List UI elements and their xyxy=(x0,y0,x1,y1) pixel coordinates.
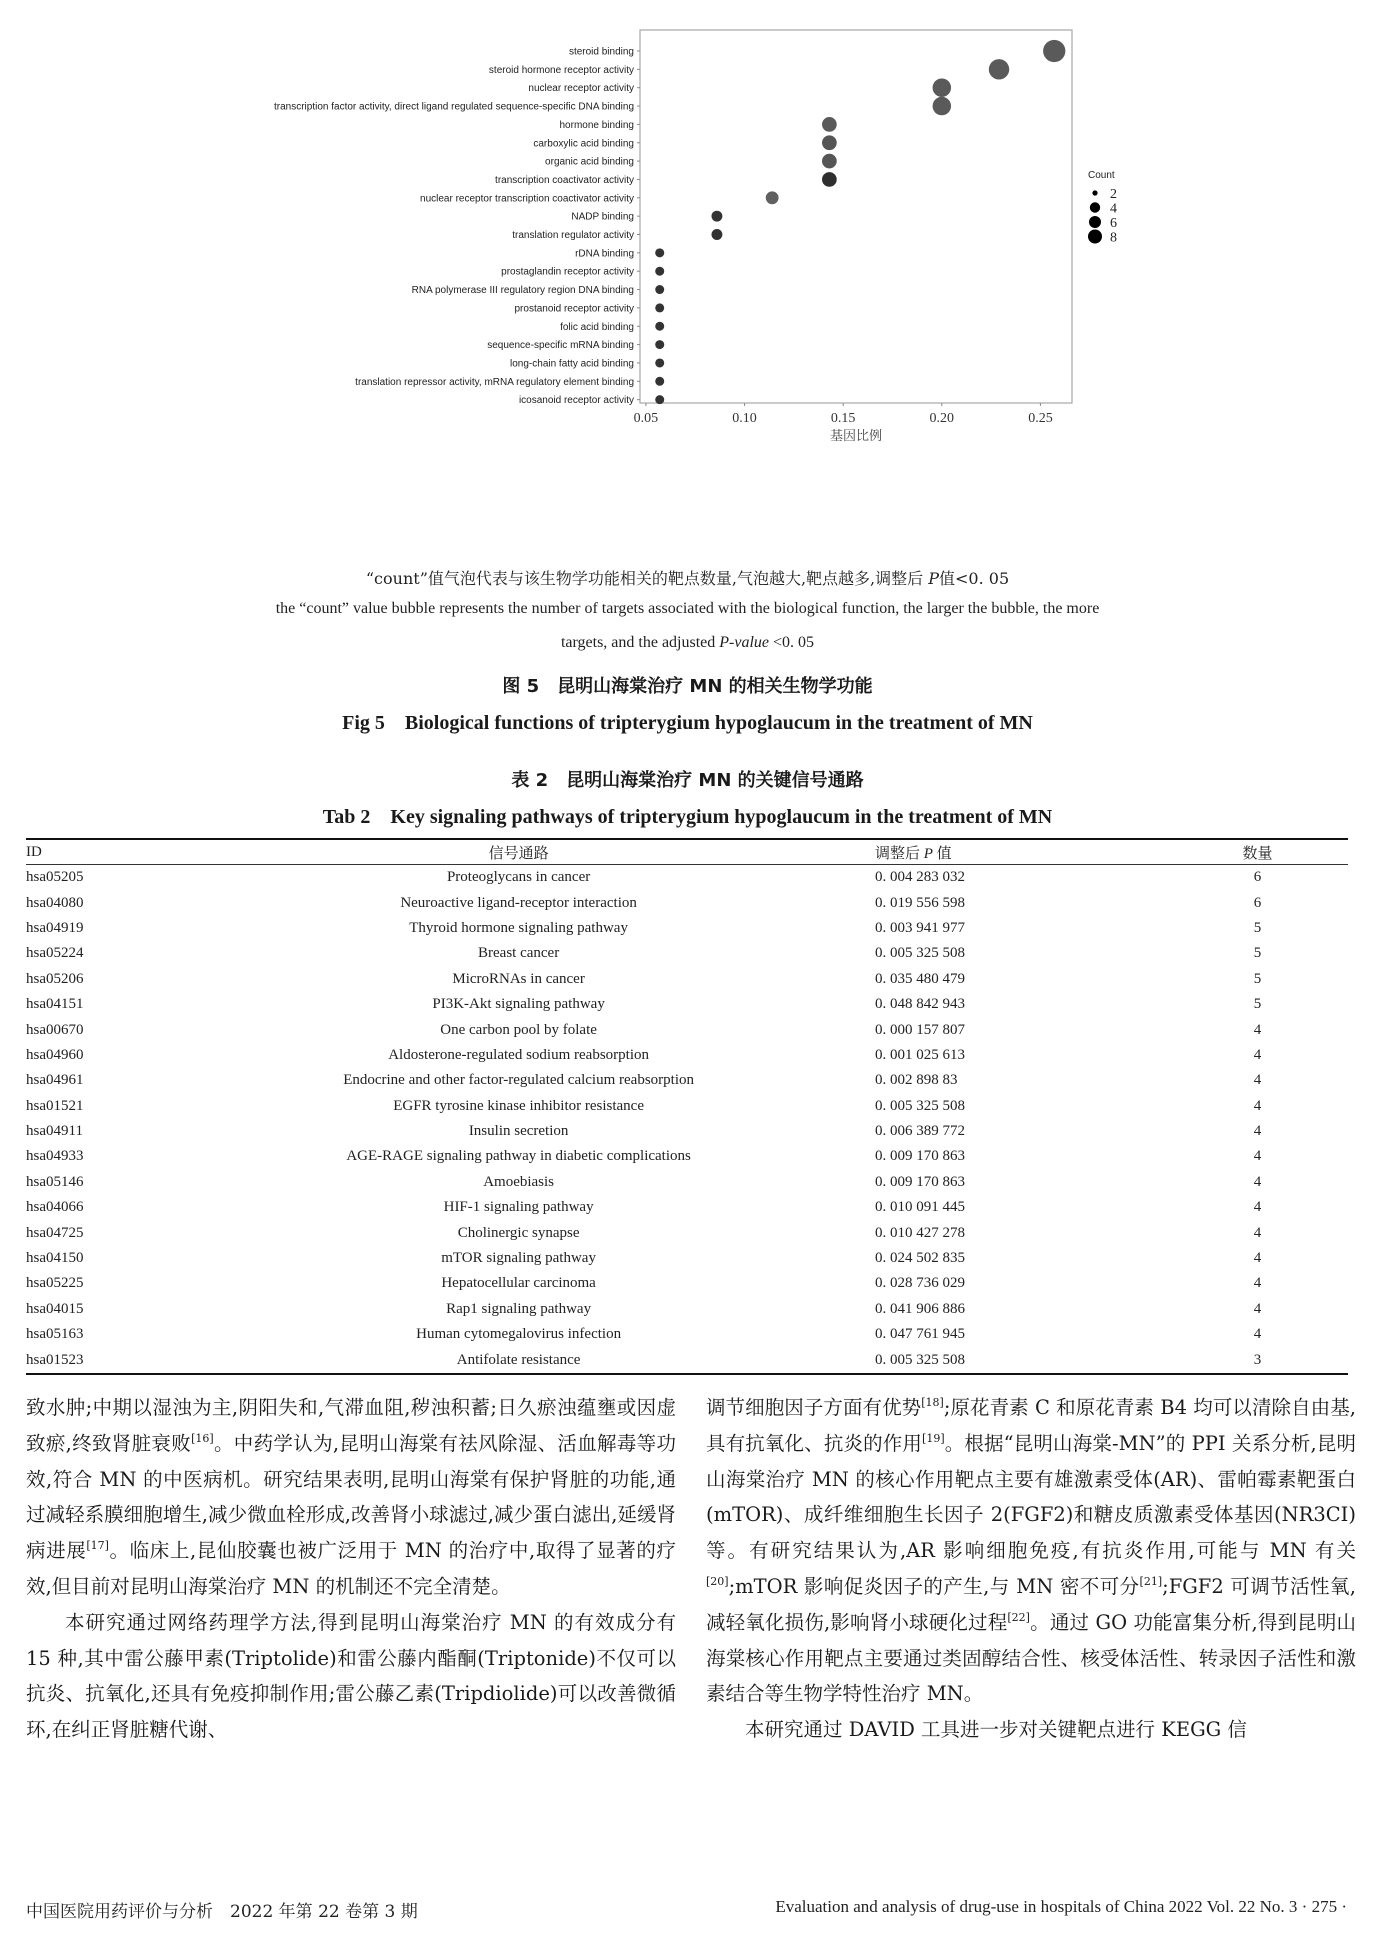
cell-id: hsa05206 xyxy=(26,970,84,987)
y-tick-label: long-chain fatty acid binding xyxy=(510,358,634,370)
text-run: ;mTOR 影响促炎因子的产生,与 MN 密不可分 xyxy=(728,1574,1140,1598)
note-cn-p-symbol: P xyxy=(928,569,939,588)
header-adjusted-p xyxy=(780,839,1167,865)
body-column-left xyxy=(26,1390,676,1748)
header-p-symbol: P xyxy=(923,845,933,862)
cell-pathway: mTOR signaling pathway xyxy=(441,1250,596,1267)
cell-id: hsa05163 xyxy=(26,1326,84,1343)
table-row xyxy=(26,1220,1348,1245)
legend-bubble xyxy=(1088,230,1102,244)
cell-count: 5 xyxy=(1253,970,1262,987)
cell-adjusted-p: 0. 001 025 613 xyxy=(874,1046,965,1063)
cell-adjusted-p: 0. 048 842 943 xyxy=(874,996,965,1013)
y-tick-label: translation repressor activity, mRNA regulatory element binding xyxy=(355,376,634,388)
cell-pathway: Insulin secretion xyxy=(468,1123,569,1140)
cell-pathway: Cholinergic synapse xyxy=(457,1224,580,1241)
citation-ref[interactable]: [17] xyxy=(86,1539,109,1553)
cell-id: hsa04151 xyxy=(26,996,84,1013)
cell-pathway: Amoebiasis xyxy=(483,1173,555,1190)
bubble-point xyxy=(822,154,837,169)
cell-count: 5 xyxy=(1253,945,1262,962)
table-title-chinese: 表 2 昆明山海棠治疗 MN 的关键信号通路 xyxy=(511,770,864,791)
y-tick-label: icosanoid receptor activity xyxy=(518,395,634,407)
cell-adjusted-p: 0. 024 502 835 xyxy=(874,1250,965,1267)
bubble-point xyxy=(655,303,664,312)
body-column-right xyxy=(706,1390,1356,1748)
cell-adjusted-p: 0. 035 480 479 xyxy=(874,970,965,987)
y-tick-label: nuclear receptor transcription coactivator activity xyxy=(420,193,634,205)
text-run: 。根据“昆明山海棠-MN”的 PPI 关系分析,昆明山海棠治疗 MN 的核心作用靶点主要有雄激素受体(AR)、雷帕霉素靶蛋白(mTOR)、成纤维细胞生长因子 2(FGF2)和糖皮质激素受体基因(NR3CI)等。有研究结果认为,AR 影响细胞免疫,有抗炎作用,可能与 MN 有关 xyxy=(706,1431,1356,1563)
cell-id: hsa04725 xyxy=(26,1224,84,1241)
legend-bubble xyxy=(1089,216,1101,228)
legend-label: 4 xyxy=(1110,201,1117,217)
journal-footer-chinese: 中国医院用药评价与分析 2022 年第 22 卷第 3 期 xyxy=(26,1902,418,1922)
cell-id: hsa01523 xyxy=(26,1347,257,1373)
cell-count: 4 xyxy=(1253,1326,1262,1343)
header-p-post: 值 xyxy=(932,845,952,862)
cell-id: hsa04961 xyxy=(26,1072,84,1089)
cell-id: hsa05224 xyxy=(26,945,84,962)
cell-pathway: Proteoglycans in cancer xyxy=(446,869,591,886)
y-tick-label: folic acid binding xyxy=(560,321,634,333)
citation-ref[interactable]: [20] xyxy=(706,1574,729,1588)
bubble-point xyxy=(655,248,664,257)
y-tick-label: NADP binding xyxy=(571,211,634,223)
table-row xyxy=(26,1195,1348,1220)
figure-note-english-line1: the “count” value bubble represents the number of targets associated with the biological function, the larger the bubble, the more xyxy=(275,600,1100,617)
cell-adjusted-p: 0. 006 389 772 xyxy=(874,1123,965,1140)
cell-id: hsa04080 xyxy=(26,894,84,911)
cell-adjusted-p: 0. 047 761 945 xyxy=(874,1326,965,1343)
x-tick-label: 0.10 xyxy=(732,411,757,426)
cell-pathway: MicroRNAs in cancer xyxy=(452,970,585,987)
cell-adjusted-p: 0. 009 170 863 xyxy=(874,1173,965,1190)
citation-ref[interactable]: [18] xyxy=(921,1396,944,1409)
y-tick-label: prostanoid receptor activity xyxy=(514,303,634,315)
bubble-point xyxy=(655,358,664,367)
count-legend xyxy=(1088,170,1117,246)
bubble-chart-svg xyxy=(0,0,1375,550)
text-run: 调节细胞因子方面有优势 xyxy=(706,1396,922,1419)
citation-ref[interactable]: [19] xyxy=(922,1431,945,1445)
cell-adjusted-p: 0. 028 736 029 xyxy=(874,1275,965,1292)
cell-id: hsa00670 xyxy=(26,1021,84,1038)
cell-pathway: EGFR tyrosine kinase inhibitor resistance xyxy=(393,1097,644,1114)
paragraph xyxy=(26,1390,676,1605)
bubble-point xyxy=(655,340,664,349)
table-row xyxy=(26,1297,1348,1322)
cell-adjusted-p: 0. 019 556 598 xyxy=(874,894,965,911)
cell-count: 4 xyxy=(1253,1199,1262,1216)
table-row xyxy=(26,967,1348,992)
y-tick-label: nuclear receptor activity xyxy=(528,83,634,95)
cell-count: 4 xyxy=(1253,1224,1262,1241)
bubble-point xyxy=(822,117,837,132)
y-tick-label: translation regulator activity xyxy=(512,230,634,241)
cell-id: hsa04933 xyxy=(26,1148,84,1165)
x-tick-label: 0.05 xyxy=(633,411,659,426)
cell-count: 4 xyxy=(1253,1173,1262,1190)
text-run: ;原花青素 C 和原花青素 B4 均可以清除自由基,具有抗氧化、抗炎的作用 xyxy=(706,1396,1356,1455)
cell-adjusted-p: 0. 010 091 445 xyxy=(874,1199,965,1216)
legend-bubble xyxy=(1092,190,1097,195)
cell-adjusted-p: 0. 003 941 977 xyxy=(874,919,965,936)
table-row xyxy=(26,890,1348,915)
cell-pathway: Human cytomegalovirus infection xyxy=(416,1326,622,1343)
cell-pathway: Antifolate resistance xyxy=(257,1347,780,1373)
citation-ref[interactable]: [16] xyxy=(191,1431,214,1445)
cell-pathway: Aldosterone-regulated sodium reabsorption xyxy=(388,1046,649,1063)
x-tick-label: 0.20 xyxy=(929,411,955,426)
x-axis-ticks xyxy=(634,403,1053,426)
y-axis-labels xyxy=(274,47,634,407)
cell-count: 5 xyxy=(1253,996,1262,1013)
table-row xyxy=(26,992,1348,1017)
cell-pathway: One carbon pool by folate xyxy=(440,1021,597,1038)
bubble-point xyxy=(933,97,952,116)
cell-id: hsa05225 xyxy=(26,1275,84,1292)
cell-id: hsa04150 xyxy=(26,1250,84,1267)
cell-id: hsa01521 xyxy=(26,1097,84,1114)
note-en-tail: <0. 05 xyxy=(773,634,815,651)
header-id: ID xyxy=(26,839,257,865)
paragraph xyxy=(706,1390,1356,1712)
bubble-point xyxy=(766,191,779,204)
text-run: 致水肿;中期以湿浊为主,阴阳失和,气滞血阻,秽浊积蓄;日久瘀浊蕴壅或因虚致瘀,终致肾脏衰败 xyxy=(26,1396,676,1455)
table-row xyxy=(26,1144,1348,1169)
cell-pathway: Neuroactive ligand-receptor interaction xyxy=(400,894,637,911)
header-p-pre: 调整后 xyxy=(874,845,924,862)
bubble-point xyxy=(711,229,722,240)
table-title-english: Tab 2 Key signaling pathways of tripterygium hypoglaucum in the treatment of MN xyxy=(322,806,1053,828)
text-run: ;FGF2 可调节活性氧,减轻氧化损伤,影响肾小球硬化过程 xyxy=(706,1574,1357,1634)
y-tick-label: transcription factor activity, direct ligand regulated sequence-specific DNA binding xyxy=(274,101,634,113)
cell-adjusted-p: 0. 041 906 886 xyxy=(874,1300,965,1317)
figure-title-chinese: 图 5 昆明山海棠治疗 MN 的相关生物学功能 xyxy=(502,676,873,697)
signaling-pathways-table xyxy=(26,838,1348,1375)
cell-count: 4 xyxy=(1253,1148,1262,1165)
text-run: 。临床上,昆仙胶囊也被广泛用于 MN 的治疗中,取得了显著的疗效,但目前对昆明山海棠治疗 MN 的机制还不完全清楚。 xyxy=(26,1539,676,1598)
bubble-point xyxy=(1043,40,1065,62)
cell-pathway: Thyroid hormone signaling pathway xyxy=(409,919,628,936)
cell-pathway: Breast cancer xyxy=(478,945,560,962)
table-row xyxy=(26,1246,1348,1271)
cell-id: hsa04960 xyxy=(26,1046,84,1063)
cell-count: 4 xyxy=(1253,1275,1262,1292)
cell-id: hsa04919 xyxy=(26,919,84,936)
cell-count: 4 xyxy=(1253,1021,1262,1038)
legend-title: Count xyxy=(1088,170,1115,181)
cell-count: 6 xyxy=(1253,894,1262,911)
bubble-point xyxy=(989,59,1009,79)
x-tick-label: 0.15 xyxy=(830,411,856,426)
cell-adjusted-p: 0. 005 325 508 xyxy=(874,1097,965,1114)
cell-pathway: Rap1 signaling pathway xyxy=(446,1300,592,1317)
table-row xyxy=(26,1170,1348,1195)
header-count: 数量 xyxy=(1167,839,1348,865)
cell-count: 3 xyxy=(1167,1347,1348,1373)
text-run: 。中药学认为,昆明山海棠有祛风除湿、活血解毒等功效,符合 MN 的中医病机。研究结果表明,昆明山海棠有保护肾脏的功能,通过减轻系膜细胞增生,减少微血栓形成,改善肾小球滤过,减少蛋白滤出,延缓肾病进展 xyxy=(26,1431,676,1563)
bubble-point xyxy=(655,267,664,276)
bubble-point xyxy=(655,322,664,331)
note-en-p-value: P-value xyxy=(719,634,770,651)
citation-ref[interactable]: [22] xyxy=(1007,1610,1030,1624)
citation-ref[interactable]: [21] xyxy=(1139,1574,1163,1588)
y-tick-label: rDNA binding xyxy=(575,248,634,260)
cell-id: hsa04015 xyxy=(26,1300,84,1317)
table-row xyxy=(26,1017,1348,1042)
bubble-point xyxy=(655,285,664,294)
cell-count: 4 xyxy=(1253,1046,1262,1063)
bubble-point xyxy=(655,395,664,404)
cell-pathway: PI3K-Akt signaling pathway xyxy=(432,996,605,1013)
note-en-text: targets, and the adjusted xyxy=(560,634,716,651)
cell-count: 4 xyxy=(1253,1300,1262,1317)
table-row xyxy=(26,916,1348,941)
cell-adjusted-p: 0. 002 898 83 xyxy=(874,1072,958,1089)
y-tick-label: hormone binding xyxy=(559,119,634,131)
cell-count: 6 xyxy=(1253,869,1262,886)
paragraph: 本研究通过网络药理学方法,得到昆明山海棠治疗 MN 的有效成分有 15 种,其中雷公藤甲素(Triptolide)和雷公藤内酯酮(Triptonide)不仅可以抗炎、抗氧化,还具有免疫抑制作用;雷公藤乙素(Tripdiolide)可以改善微循环,在纠正肾脏糖代谢、 xyxy=(26,1610,676,1742)
cell-count: 5 xyxy=(1253,919,1262,936)
legend-label: 8 xyxy=(1110,230,1117,246)
y-tick-label: steroid binding xyxy=(568,46,634,58)
y-tick-label: RNA polymerase III regulatory region DNA binding xyxy=(411,285,634,297)
y-tick-label: steroid hormone receptor activity xyxy=(488,64,634,76)
x-axis-title: 基因比例 xyxy=(829,429,883,444)
cell-adjusted-p: 0. 005 325 508 xyxy=(874,945,965,962)
y-tick-label: transcription coactivator activity xyxy=(495,174,634,186)
note-cn-text: “count”值气泡代表与该生物学功能相关的靶点数量,气泡越大,靶点越多,调整后 xyxy=(365,569,924,588)
legend-label: 6 xyxy=(1110,216,1117,231)
table-body xyxy=(26,865,1348,1374)
figure-title-english: Fig 5 Biological functions of tripterygium hypoglaucum in the treatment of MN xyxy=(342,712,1033,734)
y-tick-label: carboxylic acid binding xyxy=(533,138,634,150)
figure-5-bubble-chart xyxy=(0,0,1375,550)
table-row xyxy=(26,865,1348,891)
bubble-point xyxy=(711,211,722,222)
legend-label: 2 xyxy=(1110,187,1117,202)
cell-pathway: HIF-1 signaling pathway xyxy=(443,1199,594,1216)
text-run: 。通过 GO 功能富集分析,得到昆明山海棠核心作用靶点主要通过类固醇结合性、核受体活性、转录因子活性和激素结合等生物学特性治疗 MN。 xyxy=(706,1610,1356,1706)
figure-note-chinese xyxy=(0,566,1375,589)
journal-footer-english: Evaluation and analysis of drug-use in hospitals of China 2022 Vol. 22 No. 3 · 275 · xyxy=(775,1897,1347,1916)
cell-pathway: AGE-RAGE signaling pathway in diabetic complications xyxy=(346,1148,691,1165)
cell-pathway: Hepatocellular carcinoma xyxy=(441,1275,596,1292)
note-cn-tail: 值<0. 05 xyxy=(939,569,1010,588)
bubble-point xyxy=(822,135,837,150)
cell-pathway: Endocrine and other factor-regulated calcium reabsorption xyxy=(343,1072,694,1089)
y-tick-label: organic acid binding xyxy=(545,156,634,168)
plot-area-frame xyxy=(640,30,1072,403)
table-row xyxy=(26,1043,1348,1068)
cell-count: 4 xyxy=(1253,1123,1262,1140)
cell-count: 4 xyxy=(1253,1097,1262,1114)
bubble-point xyxy=(655,377,664,386)
table-header-row xyxy=(26,839,1348,865)
table-row xyxy=(26,1271,1348,1296)
bubble-point xyxy=(933,78,952,97)
table-row xyxy=(26,1068,1348,1093)
cell-count: 4 xyxy=(1253,1072,1262,1089)
table-row xyxy=(26,941,1348,966)
cell-id: hsa05146 xyxy=(26,1173,84,1190)
cell-id: hsa05205 xyxy=(26,869,84,886)
figure-note-english-line2 xyxy=(0,634,1375,652)
header-pathway: 信号通路 xyxy=(257,839,780,865)
legend-bubble xyxy=(1090,202,1100,212)
bubble-point xyxy=(822,172,837,187)
cell-adjusted-p: 0. 009 170 863 xyxy=(874,1148,965,1165)
cell-adjusted-p: 0. 010 427 278 xyxy=(874,1224,965,1241)
y-tick-label: prostaglandin receptor activity xyxy=(501,266,634,278)
x-tick-label: 0.25 xyxy=(1028,411,1053,426)
cell-adjusted-p: 0. 004 283 032 xyxy=(874,869,965,886)
paragraph: 本研究通过 DAVID 工具进一步对关键靶点进行 KEGG 信 xyxy=(745,1718,1247,1742)
cell-id: hsa04066 xyxy=(26,1199,84,1216)
table-row xyxy=(26,1094,1348,1119)
table-row xyxy=(26,1119,1348,1144)
cell-adjusted-p: 0. 000 157 807 xyxy=(874,1021,965,1038)
table-row xyxy=(26,1347,1348,1373)
cell-adjusted-p: 0. 005 325 508 xyxy=(780,1347,1167,1373)
cell-id: hsa04911 xyxy=(26,1123,83,1140)
cell-count: 4 xyxy=(1253,1250,1262,1267)
y-tick-label: sequence-specific mRNA binding xyxy=(487,340,634,352)
table-row xyxy=(26,1322,1348,1347)
